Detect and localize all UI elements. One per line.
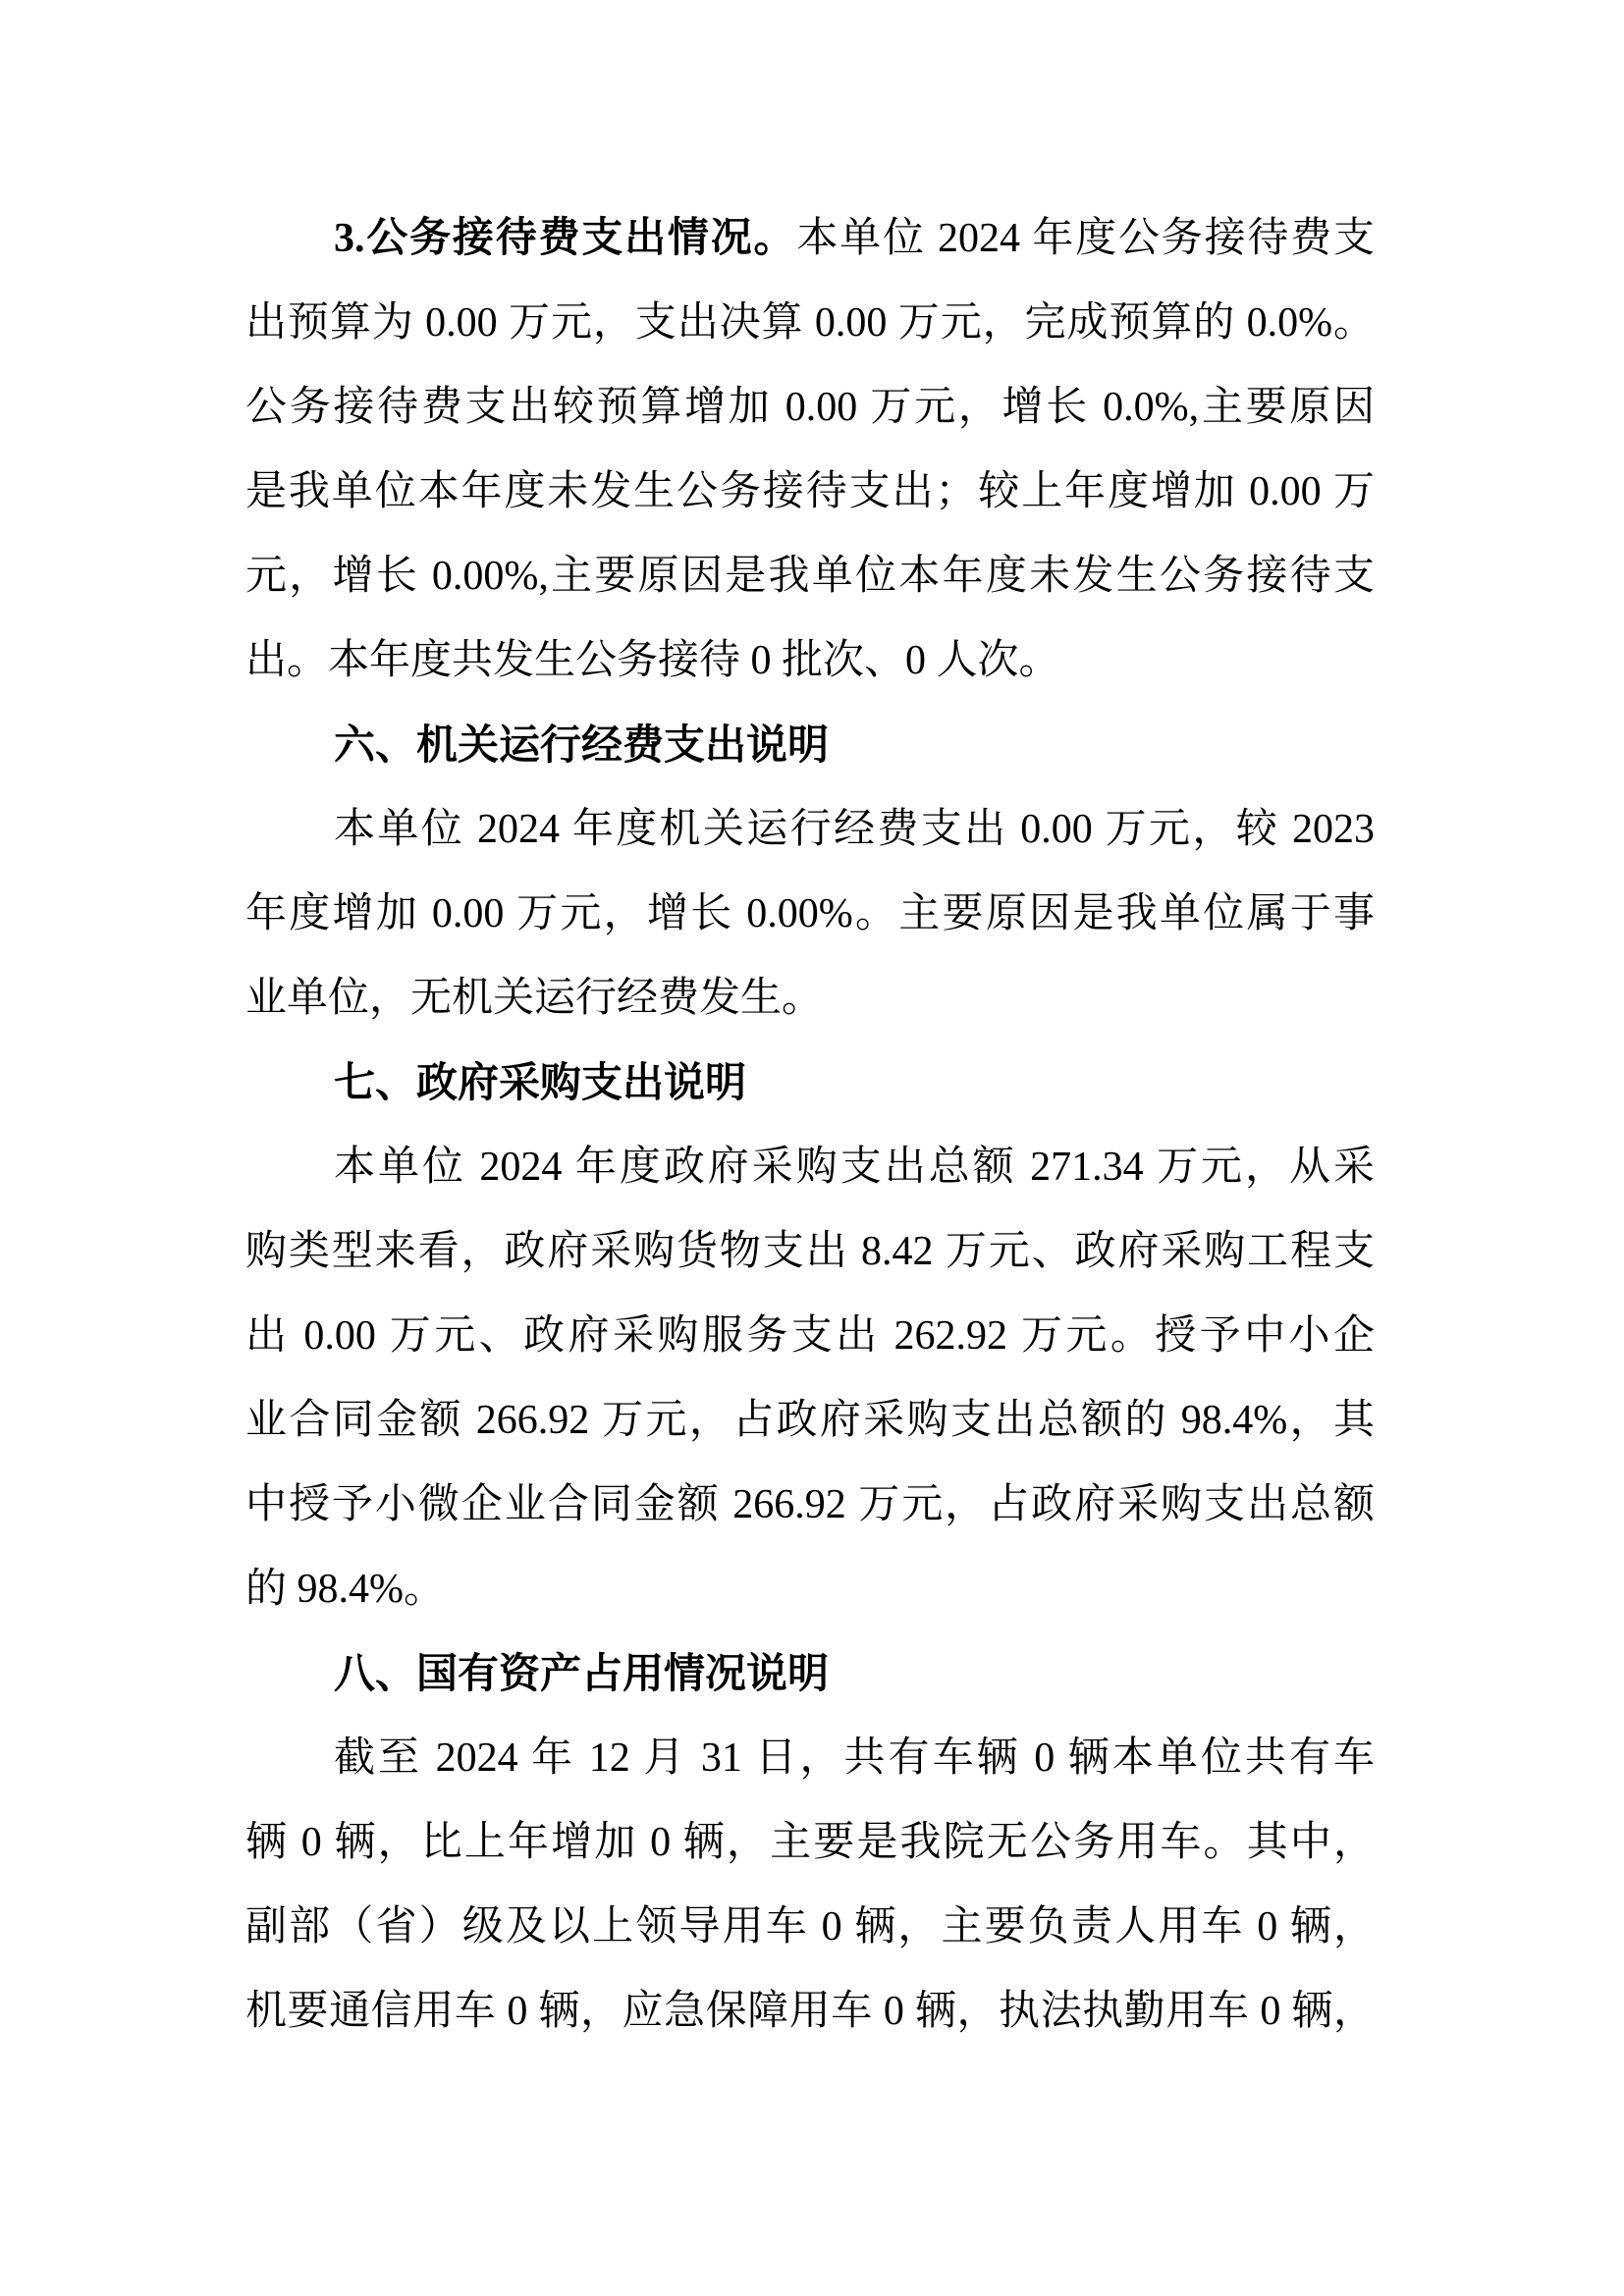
text-line — [245, 1716, 1375, 1800]
text-run: 副部（省）级及以上领导用车 0 辆，主要负责人用车 0 辆， — [245, 1904, 1375, 1949]
text-run: 截至 2024 年 12 月 31 日，共有车辆 0 辆本单位共有车 — [334, 1735, 1375, 1781]
text-run: 六、机关运行经费支出说明 — [334, 721, 830, 769]
text-line — [245, 1125, 1375, 1209]
text-run: 业单位，无机关运行经费发生。 — [245, 976, 824, 1021]
text-run: 元，增长 0.00%,主要原因是我单位本年度未发生公务接待支 — [245, 554, 1375, 599]
text-run: 公务接待费支出较预算增加 0.00 万元，增长 0.0%,主要原因 — [245, 385, 1375, 430]
text-line — [245, 281, 1375, 365]
text-line — [245, 1969, 1375, 2054]
text-line — [245, 1800, 1375, 1885]
text-run: 八、国有资产占用情况说明 — [334, 1649, 830, 1697]
text-run: 出。本年度共发生公务接待 0 批次、0 人次。 — [245, 638, 1060, 683]
document-body — [245, 196, 1375, 2054]
text-line — [245, 1294, 1375, 1378]
text-run: 出 0.00 万元、政府采购服务支出 262.92 万元。授予中小企 — [245, 1313, 1375, 1359]
section-heading — [245, 1631, 1375, 1716]
text-run: 本单位 2024 年度政府采购支出总额 271.34 万元，从采 — [334, 1145, 1375, 1190]
text-run: 出预算为 0.00 万元，支出决算 0.00 万元，完成预算的 0.0%。 — [245, 300, 1375, 346]
text-run: 业合同金额 266.92 万元，占政府采购支出总额的 98.4%，其 — [245, 1398, 1375, 1443]
text-line — [245, 1378, 1375, 1463]
text-run: 的 98.4%。 — [245, 1567, 445, 1612]
text-run: 中授予小微企业合同金额 266.92 万元，占政府采购支出总额 — [245, 1482, 1375, 1527]
text-line — [245, 534, 1375, 618]
text-run: 购类型来看，政府采购货物支出 8.42 万元、政府采购工程支 — [245, 1229, 1375, 1274]
text-line — [245, 1885, 1375, 1969]
text-line — [245, 450, 1375, 534]
text-run: 本单位 2024 年度公务接待费支 — [796, 216, 1375, 261]
text-run: 是我单位本年度未发生公务接待支出；较上年度增加 0.00 万 — [245, 469, 1375, 514]
text-line — [245, 1209, 1375, 1294]
bold-run: 3.公务接待费支出情况。 — [334, 216, 797, 261]
text-line — [245, 1463, 1375, 1547]
text-line — [245, 872, 1375, 956]
text-run: 辆 0 辆，比上年增加 0 辆，主要是我院无公务用车。其中， — [245, 1820, 1375, 1865]
text-run: 本单位 2024 年度机关运行经费支出 0.00 万元，较 2023 — [334, 807, 1375, 852]
section-heading — [245, 703, 1375, 787]
text-run: 七、政府采购支出说明 — [334, 1058, 747, 1106]
text-run: 机要通信用车 0 辆，应急保障用车 0 辆，执法执勤用车 0 辆， — [245, 1989, 1375, 2034]
text-line — [245, 1547, 1375, 1631]
text-line — [245, 618, 1375, 703]
section-heading — [245, 1041, 1375, 1125]
text-line — [245, 365, 1375, 450]
text-line — [245, 196, 1375, 281]
text-run: 年度增加 0.00 万元，增长 0.00%。主要原因是我单位属于事 — [245, 891, 1375, 936]
text-line — [245, 956, 1375, 1041]
text-line — [245, 787, 1375, 872]
